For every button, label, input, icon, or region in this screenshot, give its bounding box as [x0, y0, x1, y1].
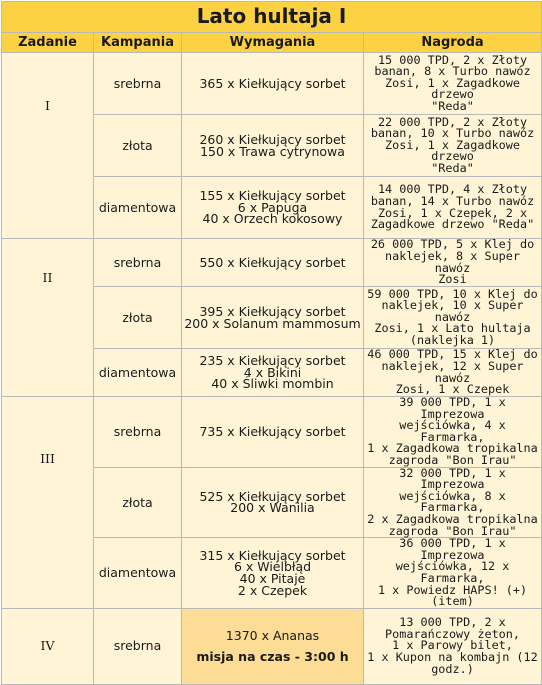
requirement-item: 525 x Kiełkujący sorbet	[199, 488, 346, 504]
reward-line: zagroda "Bon Irau"	[388, 523, 517, 538]
requirement-item: 550 x Kiełkujący sorbet	[199, 254, 346, 270]
requirements-cell	[182, 239, 364, 287]
requirements-cell	[182, 53, 364, 115]
reward-cell	[364, 287, 542, 349]
task-cell	[2, 467, 94, 538]
header-nagroda: Nagroda	[364, 33, 542, 53]
requirement-item: 365 x Kiełkujący sorbet	[199, 75, 346, 91]
reward-cell	[364, 467, 542, 538]
reward-line: 59 000 TPD, 10 x Klej do	[367, 286, 538, 301]
reward-line: wejściówka, 8 x Farmarka,	[399, 488, 506, 515]
campaign-cell: diamentowa	[94, 177, 182, 239]
task-cell	[2, 287, 94, 349]
requirement-item: 40 x Śliwki mombin	[211, 376, 334, 392]
reward-cell	[364, 239, 542, 287]
requirements-cell	[182, 608, 364, 684]
reward-line: naklejek, 10 x Super nawóz	[381, 298, 524, 324]
task-cell	[2, 177, 94, 239]
timed-mission-label: misja na czas - 3:00 h	[196, 649, 349, 665]
header-kampania: Kampania	[94, 33, 182, 53]
table-row	[2, 397, 542, 468]
reward-cell	[364, 538, 542, 609]
campaign-cell: złota	[94, 287, 182, 349]
requirement-item: 235 x Kiełkujący sorbet	[199, 353, 346, 369]
reward-line: godz.)	[431, 661, 474, 676]
table-row	[2, 349, 542, 397]
campaign-cell: diamentowa	[94, 538, 182, 609]
reward-line: (item)	[431, 594, 474, 609]
reward-line: wejściówka, 12 x Farmarka,	[395, 559, 510, 585]
reward-cell	[364, 608, 542, 684]
reward-line: Zosi, 1 x Lato hultaja	[374, 321, 531, 336]
requirements-cell	[182, 538, 364, 609]
reward-line: (naklejka 1)	[409, 332, 496, 347]
reward-line: banan, 10 x Turbo nawóz	[370, 126, 535, 141]
reward-line: Zosi, 1 x Czepek	[395, 382, 510, 397]
reward-line: 32 000 TPD, 1 x Imprezowa	[399, 465, 506, 492]
reward-line: Zosi, 1 x Zagadkowe drzewo	[385, 75, 520, 102]
requirement-item: 150 x Trawa cytrynowa	[200, 143, 345, 159]
campaign-cell: złota	[94, 115, 182, 177]
task-cell	[2, 538, 94, 609]
table-row	[2, 115, 542, 177]
requirement-item: 735 x Kiełkujący sorbet	[199, 423, 346, 439]
task-cell: III	[2, 397, 94, 468]
reward-line: 39 000 TPD, 1 x Imprezowa	[399, 395, 506, 421]
requirement-item: 260 x Kiełkujący sorbet	[199, 131, 346, 147]
requirements-cell	[182, 467, 364, 538]
reward-line: 46 000 TPD, 15 x Klej do	[367, 347, 538, 362]
requirement-item: 40 x Pitaje	[239, 570, 306, 586]
table-body	[2, 53, 542, 685]
reward-line: "Reda"	[431, 160, 474, 175]
requirements-cell	[182, 287, 364, 349]
campaign-cell: srebrna	[94, 608, 182, 684]
reward-cell	[364, 397, 542, 468]
campaign-cell: złota	[94, 467, 182, 538]
requirement-item: 6 x Wielbłąd	[233, 559, 312, 575]
task-cell: I	[2, 53, 94, 115]
reward-line: Zosi, 1 x Zagadkowe drzewo	[385, 137, 520, 164]
reward-cell	[364, 115, 542, 177]
requirement-item: 155 x Kiełkujący sorbet	[199, 188, 346, 204]
reward-line: 22 000 TPD, 2 x Złoty	[377, 114, 528, 129]
requirement-item: 2 x Czepek	[237, 582, 308, 598]
reward-line: 14 000 TPD, 4 x Złoty	[377, 182, 528, 197]
reward-line: Zosi, 1 x Czepek, 2 x	[377, 205, 528, 220]
reward-line: zagroda "Bon Irau"	[388, 452, 517, 467]
reward-line: 13 000 TPD, 2 x	[399, 615, 506, 630]
table-row	[2, 239, 542, 287]
reward-line: 1 x Kupon na kombajn (12	[367, 649, 538, 664]
requirement-item: 200 x Wanilia	[230, 500, 315, 516]
reward-line: wejściówka, 4 x Farmarka,	[399, 418, 506, 444]
reward-line: banan, 8 x Turbo nawóz	[374, 64, 531, 79]
reward-line: Zagadkowe drzewo "Reda"	[370, 217, 535, 232]
reward-line: 2 x Zagadkowa tropikalna	[367, 511, 538, 526]
reward-line: naklejek, 12 x Super nawóz	[381, 358, 524, 385]
reward-line: 1 x Zagadkowa tropikalna	[367, 441, 538, 456]
campaign-cell: diamentowa	[94, 349, 182, 397]
header-wymagania: Wymagania	[182, 33, 364, 53]
reward-line: 15 000 TPD, 2 x Złoty	[377, 52, 528, 67]
table-row	[2, 467, 542, 538]
campaign-cell: srebrna	[94, 239, 182, 287]
table-row	[2, 177, 542, 239]
reward-cell	[364, 349, 542, 397]
reward-line: Zosi	[438, 272, 467, 287]
requirements-cell	[182, 397, 364, 468]
requirement-item: 6 x Papuga	[237, 199, 308, 215]
table-row	[2, 608, 542, 684]
reward-line: 26 000 TPD, 5 x Klej do	[370, 237, 535, 252]
requirement-item: 200 x Solanum mammosum	[184, 315, 361, 331]
reward-line: 1 x Parowy bilet,	[392, 638, 513, 653]
reward-cell	[364, 177, 542, 239]
table-row	[2, 53, 542, 115]
requirements-cell	[182, 177, 364, 239]
reward-line: Pomarańczowy żeton,	[385, 626, 520, 641]
quest-table	[1, 1, 542, 685]
reward-line: 1 x Powiedz HAPS! (+)	[377, 582, 528, 597]
reward-line: naklejek, 8 x Super nawóz	[385, 248, 520, 275]
requirement-item: 1370 x Ananas	[225, 627, 320, 643]
requirement-item: 315 x Kiełkujący sorbet	[199, 547, 346, 563]
requirement-item: 395 x Kiełkujący sorbet	[199, 303, 346, 319]
task-cell: II	[2, 239, 94, 287]
task-cell	[2, 349, 94, 397]
table-row	[2, 538, 542, 609]
reward-line: 36 000 TPD, 1 x Imprezowa	[399, 536, 506, 562]
table-row	[2, 287, 542, 349]
requirement-item: 40 x Orzech kokosowy	[202, 211, 343, 227]
task-cell: IV	[2, 608, 94, 684]
campaign-cell: srebrna	[94, 53, 182, 115]
requirement-item: 4 x Bikini	[243, 364, 302, 380]
header-zadanie: Zadanie	[2, 33, 94, 53]
task-cell	[2, 115, 94, 177]
requirements-cell	[182, 349, 364, 397]
campaign-cell: srebrna	[94, 397, 182, 468]
reward-line: banan, 14 x Turbo nawóz	[370, 193, 535, 208]
reward-cell	[364, 53, 542, 115]
requirements-cell	[182, 115, 364, 177]
table-title: Lato hultaja I	[2, 2, 542, 33]
reward-line: "Reda"	[431, 98, 474, 113]
